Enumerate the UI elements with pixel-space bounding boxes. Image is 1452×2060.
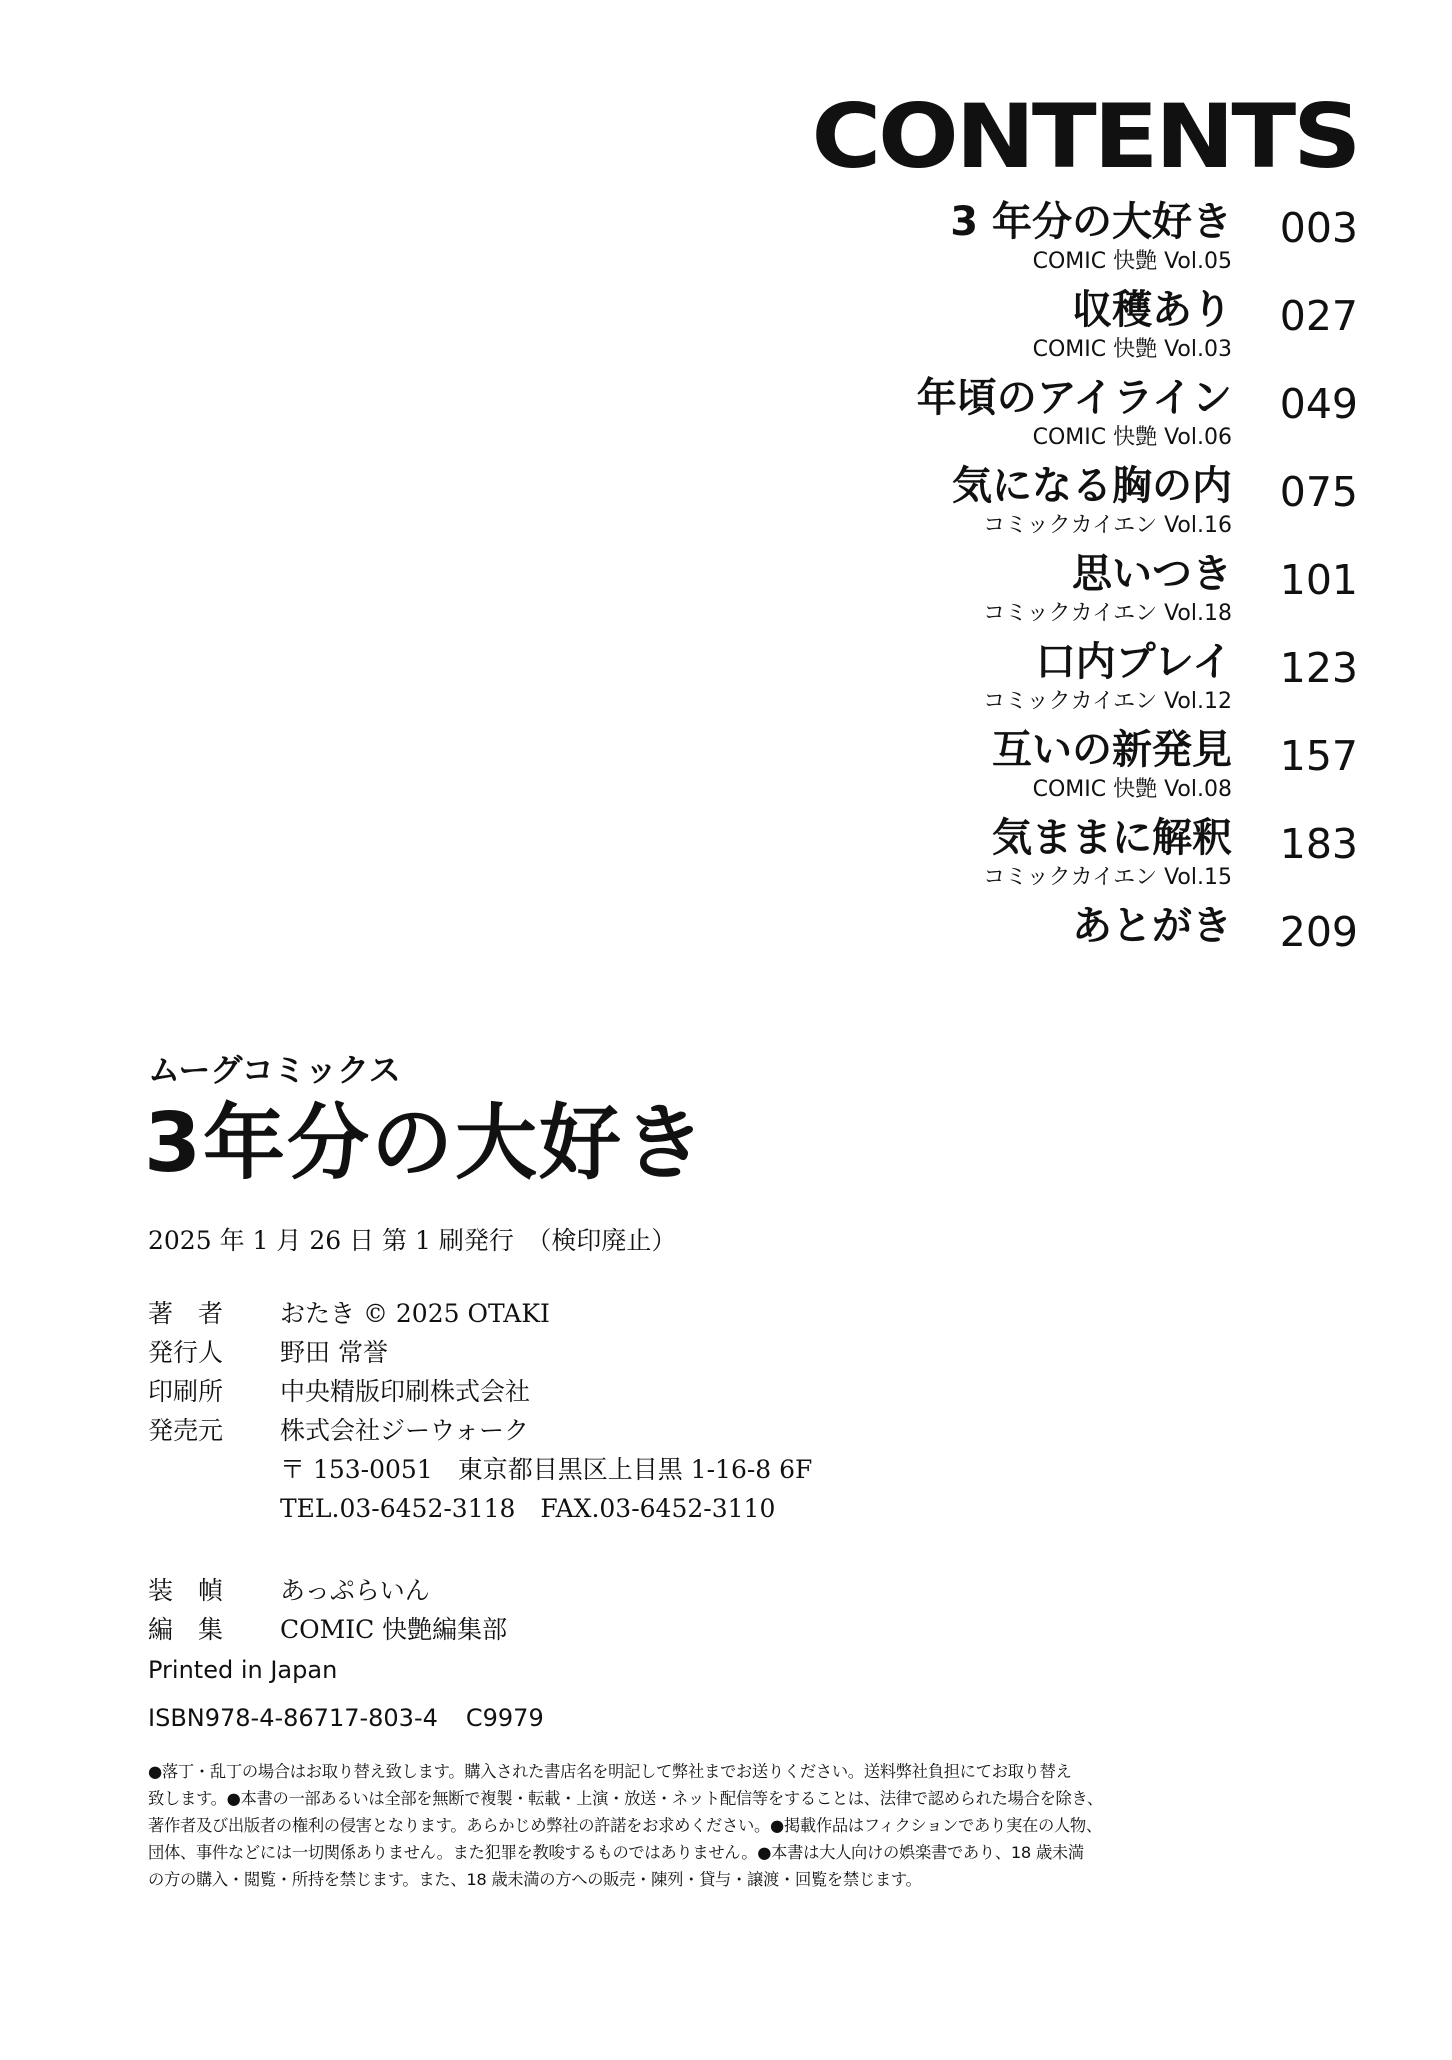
toc-entry[interactable] — [600, 461, 1358, 549]
toc-entry-source: コミックカイエン Vol.15 — [983, 865, 1232, 890]
publisher-value: 野田 常誉 — [280, 1338, 388, 1367]
toc-entry[interactable] — [600, 549, 1358, 637]
author-label: 著 者 — [148, 1299, 224, 1328]
publisher-label: 発行人 — [148, 1338, 224, 1367]
toc-entry-title: 収穫あり — [1072, 287, 1232, 333]
design-value: あっぷらいん — [280, 1576, 430, 1605]
colophon-row-phone — [148, 1491, 1048, 1530]
series-name: ムーグコミックス — [148, 1051, 401, 1089]
publication-date: 2025 年 1 月 26 日 第 1 刷発行 （検印廃止） — [148, 1226, 677, 1255]
legal-notice — [148, 1758, 1148, 1893]
toc-entry-page: 003 — [1279, 204, 1358, 252]
notice-line: ●落丁・乱丁の場合はお取り替え致します。購入された書店名を明記して弊社までお送りください。送料弊社負担にてお取り替え — [148, 1762, 1072, 1781]
toc-entry-page: 049 — [1279, 380, 1358, 428]
toc-entry[interactable] — [600, 813, 1358, 901]
book-title: 3年分の大好き — [144, 1096, 708, 1191]
design-label: 装 幀 — [148, 1576, 224, 1605]
toc-entry-source: COMIC 快艶 Vol.06 — [1032, 425, 1232, 450]
toc-entry[interactable] — [600, 637, 1358, 725]
toc-entry-source: コミックカイエン Vol.12 — [983, 689, 1232, 714]
toc-entry-title: 互いの新発見 — [992, 727, 1232, 773]
colophon-row-author — [148, 1296, 1048, 1335]
isbn: ISBN978-4-86717-803-4 — [148, 1704, 438, 1732]
toc-entry-source: コミックカイエン Vol.16 — [983, 513, 1232, 538]
toc-entry[interactable] — [600, 901, 1358, 989]
toc-entry-title: 年頃のアイライン — [916, 375, 1232, 421]
toc-entry-page: 183 — [1279, 820, 1358, 868]
toc-entry[interactable] — [600, 725, 1358, 813]
author-value: おたき © 2025 OTAKI — [280, 1299, 550, 1328]
printed-in: Printed in Japan — [148, 1656, 338, 1684]
toc-entry-page: 075 — [1279, 468, 1358, 516]
toc-entry-source: COMIC 快艶 Vol.05 — [1032, 249, 1232, 274]
toc-entry-page: 027 — [1279, 292, 1358, 340]
notice-line: 致します。●本書の一部あるいは全部を無断で複製・転載・上演・放送・ネット配信等をすることは、法律で認められた場合を除き、 — [148, 1789, 1103, 1808]
notice-line: 著作者及び出版者の権利の侵害となります。あらかじめ弊社の許諾をお求めください。●掲載作品はフィクションであり実在の人物、 — [148, 1816, 1102, 1835]
toc-entry-source: COMIC 快艶 Vol.08 — [1032, 777, 1232, 802]
distributor-phone-fax: TEL.03-6452-3118 FAX.03-6452-3110 — [280, 1494, 776, 1523]
toc-entry-source: コミックカイエン Vol.18 — [983, 601, 1232, 626]
toc-entry-title: 気ままに解釈 — [992, 815, 1232, 861]
editor-value: COMIC 快艶編集部 — [280, 1615, 508, 1644]
printer-value: 中央精版印刷株式会社 — [280, 1377, 531, 1406]
toc-entry-page: 209 — [1279, 908, 1358, 956]
printer-label: 印刷所 — [148, 1377, 224, 1406]
toc-entry[interactable] — [600, 285, 1358, 373]
c-code: C9979 — [465, 1704, 544, 1732]
table-of-contents — [600, 197, 1358, 989]
isbn-line — [148, 1702, 544, 1734]
colophon-row-address — [148, 1452, 1048, 1491]
colophon-row-distributor — [148, 1413, 1048, 1452]
distributor-label: 発売元 — [148, 1416, 224, 1445]
colophon-row-design — [148, 1573, 1048, 1612]
contents-heading: CONTENTS — [811, 85, 1358, 188]
colophon-row-publisher — [148, 1335, 1048, 1374]
distributor-address: 〒 153-0051 東京都目黒区上目黒 1-16-8 6F — [280, 1455, 813, 1484]
distributor-value: 株式会社ジーウォーク — [280, 1416, 530, 1445]
toc-entry-title: 3 年分の大好き — [950, 199, 1232, 245]
notice-line: の方の購入・閲覧・所持を禁じます。また、18 歳未満の方への販売・陳列・貸与・譲渡・回覧を禁じます。 — [148, 1870, 922, 1889]
toc-entry-title: あとがき — [1072, 903, 1232, 949]
toc-entry[interactable] — [600, 197, 1358, 285]
toc-entry-page: 101 — [1279, 556, 1358, 604]
editor-label: 編 集 — [148, 1615, 224, 1644]
toc-entry-page: 123 — [1279, 644, 1358, 692]
toc-entry-title: 思いつき — [1072, 551, 1232, 597]
colophon — [148, 1296, 1048, 1651]
colophon-row-editor — [148, 1612, 1048, 1651]
colophon-row-printer — [148, 1374, 1048, 1413]
toc-entry-page: 157 — [1279, 732, 1358, 780]
toc-entry-title: 気になる胸の内 — [952, 463, 1232, 509]
toc-entry-title: 口内プレイ — [1035, 639, 1232, 685]
toc-entry-source: COMIC 快艶 Vol.03 — [1032, 337, 1232, 362]
toc-entry[interactable] — [600, 373, 1358, 461]
notice-line: 団体、事件などには一切関係ありません。また犯罪を教唆するものではありません。●本書は大人向けの娯楽書であり、18 歳未満 — [148, 1843, 1084, 1862]
